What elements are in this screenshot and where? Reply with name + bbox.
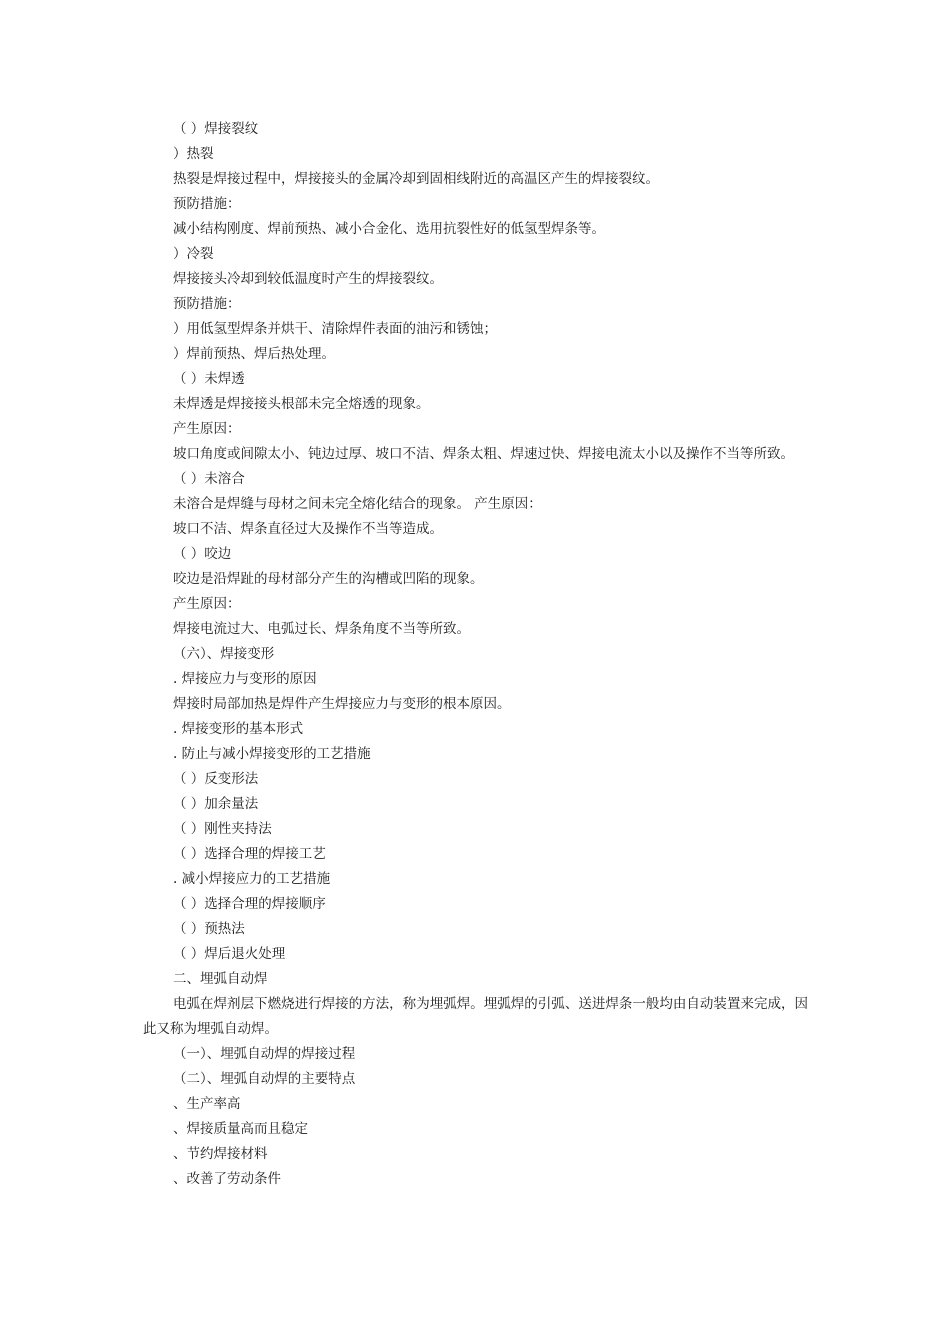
list-item: 、生产率高 bbox=[173, 1096, 241, 1112]
paragraph-line: 焊接时局部加热是焊件产生焊接应力与变形的根本原因。 bbox=[173, 696, 511, 712]
heading-welding-deformation: （六）、焊接变形 bbox=[173, 646, 275, 662]
heading-incomplete-fusion: （ ）未溶合 bbox=[173, 471, 245, 487]
paragraph-line: 热裂是焊接过程中，焊接接头的金属冷却到固相线附近的高温区产生的焊接裂纹。 bbox=[173, 171, 659, 187]
list-item: 、改善了劳动条件 bbox=[173, 1171, 281, 1187]
list-item: 、节约焊接材料 bbox=[173, 1146, 268, 1162]
label-cause: 产生原因： bbox=[173, 596, 241, 612]
list-item: . 焊接变形的基本形式 bbox=[173, 721, 304, 737]
label-cause: 产生原因： bbox=[173, 421, 241, 437]
subheading-cold-crack: ）冷裂 bbox=[173, 246, 214, 262]
list-item: （ ）加余量法 bbox=[173, 796, 259, 812]
list-item: （ ）选择合理的焊接工艺 bbox=[173, 846, 326, 862]
list-item: （ ）预热法 bbox=[173, 921, 245, 937]
heading-incomplete-penetration: （ ）未焊透 bbox=[173, 371, 245, 387]
document-body bbox=[143, 117, 808, 1192]
list-item: . 减小焊接应力的工艺措施 bbox=[173, 871, 331, 887]
paragraph-wrapped: 坡口角度或间隙太小、钝边过厚、坡口不洁、焊条太粗、焊速过快、焊接电流太小以及操作不当等所致。 bbox=[173, 446, 794, 462]
heading-undercut: （ ）咬边 bbox=[173, 546, 232, 562]
label-prevention: 预防措施： bbox=[173, 196, 241, 212]
list-item: （ ）刚性夹持法 bbox=[173, 821, 272, 837]
list-item: ）焊前预热、焊后热处理。 bbox=[173, 346, 335, 362]
list-item: （ ）反变形法 bbox=[173, 771, 259, 787]
paragraph-line: 未焊透是焊接接头根部未完全熔透的现象。 bbox=[173, 396, 430, 412]
list-item: . 防止与减小焊接变形的工艺措施 bbox=[173, 746, 371, 762]
paragraph-line: 焊接电流过大、电弧过长、焊条角度不当等所致。 bbox=[173, 621, 470, 637]
list-item: （ ）选择合理的焊接顺序 bbox=[173, 896, 326, 912]
heading-submerged-arc: 二、埋弧自动焊 bbox=[173, 971, 268, 987]
paragraph-line: 咬边是沿焊趾的母材部分产生的沟槽或凹陷的现象。 bbox=[173, 571, 484, 587]
label-prevention: 预防措施： bbox=[173, 296, 241, 312]
heading-welding-crack: （ ）焊接裂纹 bbox=[173, 121, 259, 137]
paragraph-line: 未溶合是焊缝与母材之间未完全熔化结合的现象。 产生原因： bbox=[173, 496, 542, 512]
paragraph-line: 焊接接头冷却到较低温度时产生的焊接裂纹。 bbox=[173, 271, 443, 287]
subheading-hot-crack: ）热裂 bbox=[173, 146, 214, 162]
paragraph-wrapped: 电弧在焊剂层下燃烧进行焊接的方法，称为埋弧焊。埋弧焊的引弧、送进焊条一般均由自动装置来完成，因此又称为埋弧自动焊。 bbox=[143, 996, 808, 1037]
list-item: 、焊接质量高而且稳定 bbox=[173, 1121, 308, 1137]
list-item: ）用低氢型焊条并烘干、清除焊件表面的油污和锈蚀； bbox=[173, 321, 497, 337]
paragraph-line: 减小结构刚度、焊前预热、减小合金化、选用抗裂性好的低氢型焊条等。 bbox=[173, 221, 605, 237]
paragraph-line: 坡口不洁、焊条直径过大及操作不当等造成。 bbox=[173, 521, 443, 537]
list-item: . 焊接应力与变形的原因 bbox=[173, 671, 317, 687]
list-item: （ ）焊后退火处理 bbox=[173, 946, 286, 962]
heading-process: （一）、埋弧自动焊的焊接过程 bbox=[173, 1046, 356, 1062]
heading-features: （二）、埋弧自动焊的主要特点 bbox=[173, 1071, 356, 1087]
